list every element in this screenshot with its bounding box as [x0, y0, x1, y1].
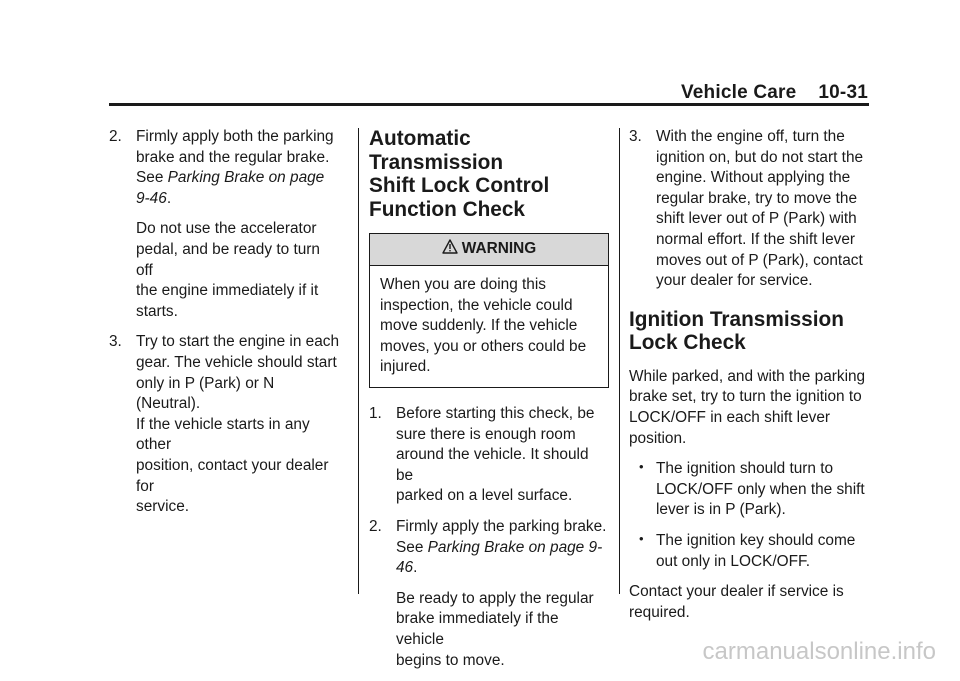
text-line: injured. — [380, 358, 431, 376]
text-line: sure there is enough room — [396, 425, 576, 443]
heading-line: Ignition Transmission — [629, 307, 844, 331]
item-text — [396, 517, 609, 579]
text-line: Do not use the accelerator — [136, 220, 317, 238]
warning-icon — [442, 239, 458, 261]
column-2 — [369, 127, 609, 681]
text-line: brake immediately if the vehicle — [396, 610, 559, 648]
text-line: If the vehicle starts in any other — [136, 415, 310, 454]
text-line: parked on a level surface. — [396, 487, 573, 505]
header-rule — [109, 103, 869, 106]
warning-title: WARNING — [461, 240, 537, 258]
text-line: Firmly apply the parking brake. — [396, 517, 607, 535]
item-number: 2. — [109, 128, 122, 145]
text-line: begins to move. — [396, 651, 505, 669]
bullet-icon: • — [639, 530, 644, 546]
text-line: Firmly apply both the parking — [136, 128, 334, 145]
section-heading — [369, 127, 609, 221]
text-line: The ignition should turn to — [656, 460, 834, 478]
section-title: Vehicle Care — [680, 82, 797, 103]
closing-paragraph — [629, 582, 869, 623]
column-3 — [629, 127, 869, 633]
text-line: lever is in P (Park). — [656, 501, 786, 519]
page-number: 10-31 — [818, 82, 868, 103]
text-line: pedal, and be ready to turn off — [136, 240, 320, 279]
heading-line: Lock Check — [629, 331, 746, 355]
text-line: your dealer for service. — [656, 272, 813, 290]
text-line: starts. — [136, 302, 178, 320]
item-text — [656, 531, 869, 572]
page-header — [681, 82, 868, 104]
text-line: shift lever out of P (Park) with — [656, 210, 857, 228]
text-line: LOCK/OFF only when the shift — [656, 480, 865, 498]
bullet-item — [629, 459, 869, 521]
text-line: When you are doing this — [380, 276, 546, 293]
warning-text — [370, 266, 608, 387]
text-line: LOCK/OFF in each shift lever — [629, 408, 831, 426]
item-text — [136, 127, 341, 209]
bullet-item — [629, 531, 869, 572]
column-1 — [109, 127, 341, 528]
item-text — [656, 459, 869, 521]
list-item — [369, 404, 609, 507]
heading-line: Automatic Transmission — [369, 127, 504, 174]
text-line: position, contact your dealer for — [136, 456, 329, 495]
text-line: only in P (Park) or N (Neutral). — [136, 374, 275, 413]
text-line: move suddenly. If the vehicle — [380, 317, 578, 335]
text-line: the engine immediately if it — [136, 282, 319, 300]
watermark: carmanualsonline.info — [702, 638, 936, 665]
text-line: See — [136, 169, 168, 187]
intro-paragraph — [629, 367, 869, 449]
text-line: Try to start the engine in each — [136, 333, 340, 351]
list-item — [109, 332, 341, 517]
warning-box — [369, 233, 609, 388]
text-line: out only in LOCK/OFF. — [656, 552, 810, 570]
text-line: around the vehicle. It should be — [396, 446, 589, 484]
text-line: service. — [136, 498, 190, 516]
text-line: normal effort. If the shift lever — [656, 230, 856, 248]
list-item — [109, 127, 341, 322]
heading-line: Shift Lock Control — [369, 174, 550, 197]
item-continuation — [136, 219, 341, 322]
text-line: While parked, and with the parking — [629, 367, 866, 385]
heading-line: Function Check — [369, 197, 525, 221]
item-text — [396, 404, 609, 507]
item-text — [136, 332, 341, 517]
text-line: . — [413, 559, 418, 577]
text-line: Be ready to apply the regular — [396, 589, 594, 607]
item-number: 1. — [369, 404, 382, 422]
item-continuation — [396, 589, 609, 671]
section-heading — [629, 308, 869, 355]
text-line: Contact your dealer if service is — [629, 583, 844, 601]
column-divider-2 — [619, 128, 620, 594]
text-line: position. — [629, 429, 687, 447]
text-line: moves out of P (Park), contact — [656, 251, 863, 269]
text-line: brake and the regular brake. — [136, 148, 330, 166]
item-number: 2. — [369, 517, 382, 535]
text-line: gear. The vehicle should start — [136, 353, 337, 371]
text-line: regular brake, try to move the — [656, 189, 858, 207]
bullet-icon: • — [639, 459, 644, 475]
item-number: 3. — [629, 128, 642, 145]
text-line: See — [396, 538, 428, 556]
column-divider-1 — [358, 128, 359, 594]
warning-header — [370, 234, 608, 266]
cross-reference-link[interactable]: Parking Brake on page 9-46 — [136, 169, 325, 207]
text-line: inspection, the vehicle could — [380, 296, 573, 314]
list-item — [369, 517, 609, 671]
text-line: With the engine off, turn the — [656, 128, 845, 145]
text-line: The ignition key should come — [656, 531, 856, 549]
item-number: 3. — [109, 333, 122, 351]
text-line: ignition on, but do not start the — [656, 148, 864, 166]
text-line: engine. Without applying the — [656, 169, 851, 187]
text-line: moves, you or others could be — [380, 337, 587, 355]
list-item — [629, 127, 869, 292]
text-line: Before starting this check, be — [396, 404, 595, 422]
item-text — [656, 127, 869, 292]
text-line: required. — [629, 603, 690, 621]
text-line: . — [166, 189, 172, 207]
text-line: brake set, try to turn the ignition to — [629, 388, 862, 406]
cross-reference-link[interactable]: Parking Brake on page 9-46 — [396, 538, 603, 577]
